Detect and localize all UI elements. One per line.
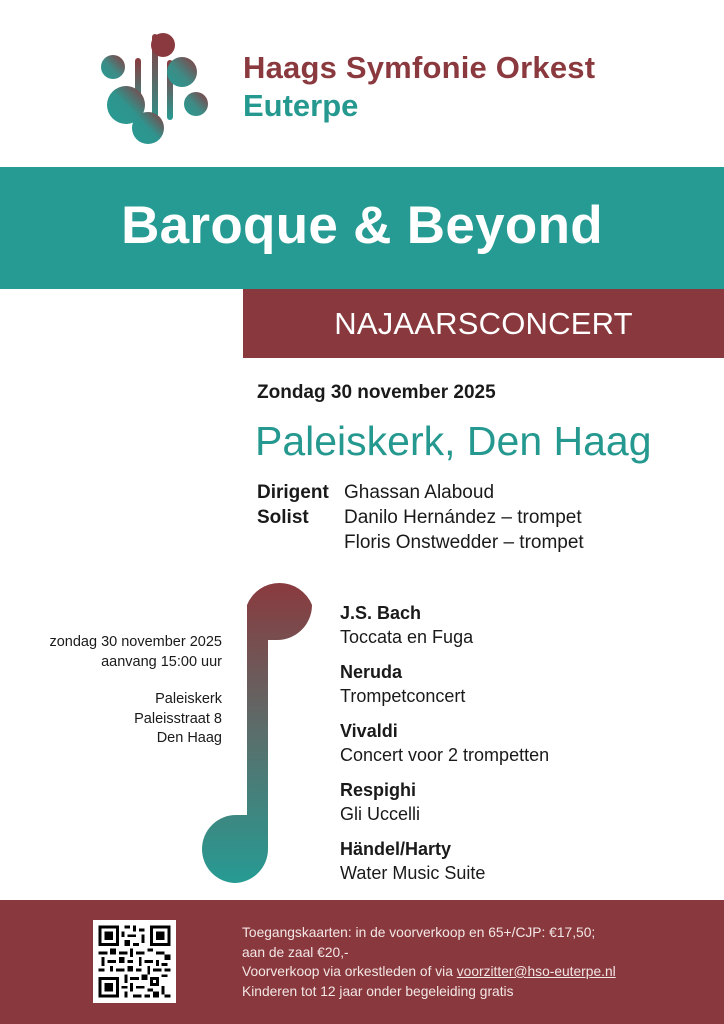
program-item [340,837,549,886]
program-composer: Vivaldi [340,721,398,741]
concert-title: Baroque & Beyond [121,195,603,255]
program-work: Concert voor 2 trompetten [340,745,550,765]
side-info [20,633,222,749]
presale-text: Voorverkoop via orkestleden of via [242,964,457,979]
credit-label: Solist [257,507,309,528]
org-subname: Euterpe [243,88,359,123]
side-time: aanvang 15:00 uur [101,653,222,670]
ticket-info [242,923,616,1001]
side-venue-name: Paleiskerk [155,691,222,707]
side-date: zondag 30 november 2025 [49,634,222,650]
music-note-icon [195,565,325,890]
presale-line [242,962,616,982]
program-composer: Händel/Harty [340,839,452,859]
program-work: Water Music Suite [340,863,486,883]
music-notes-logo-icon [90,25,220,155]
program-list [340,601,549,896]
program-work: Gli Uccelli [340,804,421,824]
concert-subtitle: NAJAARSCONCERT [334,305,633,341]
program-work: Toccata en Fuga [340,627,474,647]
program-item [340,778,549,827]
side-street: Paleisstraat 8 [134,710,222,727]
venue-title: Paleiskerk, Den Haag [255,418,652,464]
event-date: Zondag 30 november 2025 [257,382,496,403]
program-item [340,601,549,650]
program-composer: Neruda [340,662,403,682]
ticket-price-line: Toegangskaarten: in de voorverkoop en 65+/CJP: €17,50; [242,925,596,940]
credit-value: Danilo Hernández – trompet [344,507,582,528]
side-city: Den Haag [156,730,222,746]
children-line: Kinderen tot 12 jaar onder begeleiding gratis [242,983,514,999]
program-item [340,719,549,768]
program-composer: Respighi [340,780,417,800]
program-work: Trompetconcert [340,686,466,706]
email-link[interactable]: voorzitter@hso-euterpe.nl [456,964,616,979]
credit-label: Dirigent [257,482,329,503]
title-band [0,167,724,289]
program-composer: J.S. Bach [340,603,422,623]
org-name: Haags Symfonie Orkest [243,50,596,85]
credit-value: Ghassan Alaboud [344,482,495,503]
qr-code-icon[interactable] [93,920,176,1003]
credit-value: Floris Onstwedder – trompet [344,532,584,553]
ticket-door-price-line: aan de zaal €20,- [242,944,349,960]
subtitle-band [243,289,724,358]
program-item [340,660,549,709]
